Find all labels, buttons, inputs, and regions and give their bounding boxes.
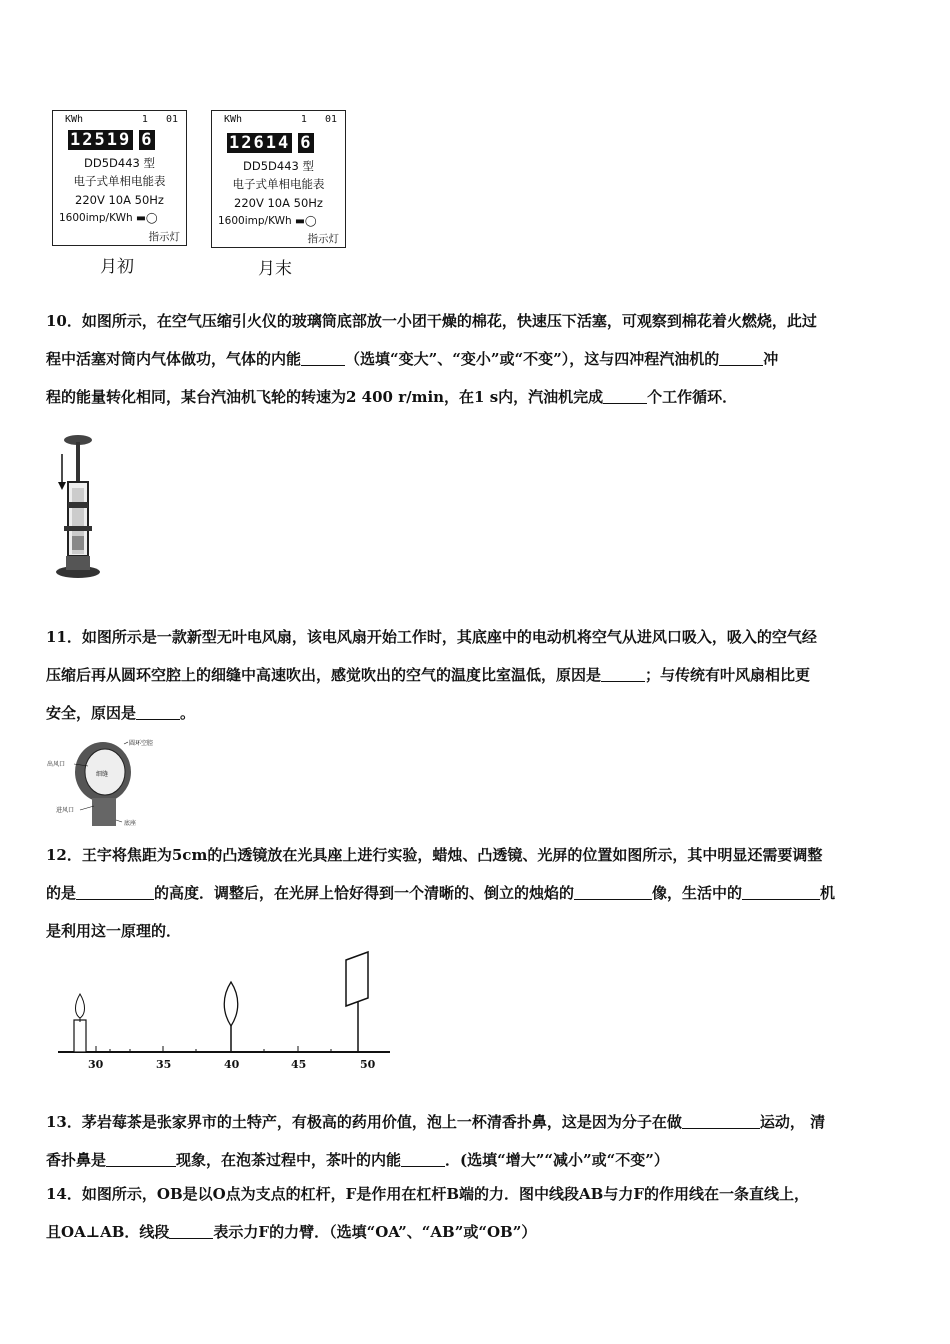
bladeless-fan-figure xyxy=(44,734,174,828)
q14-line2a: 且OA⊥AB．线段 xyxy=(46,1223,170,1241)
answer-blank xyxy=(76,884,154,900)
question-12 xyxy=(46,836,906,950)
q14-line1: 14．如图所示，OB是以O点为支点的杠杆，F是作用在杠杆B端的力．图中线段AB与力F的作用线在一条直线上， xyxy=(46,1185,809,1203)
label-inlet: 进风口 xyxy=(56,807,75,814)
q13-line1b: 运动， 清 xyxy=(759,1113,826,1131)
answer-blank xyxy=(301,350,345,366)
q11-line3a: 安全，原因是 xyxy=(46,704,137,722)
answer-blank xyxy=(401,1151,445,1167)
label-outlet: 出风口 xyxy=(47,761,66,768)
meter-unit: KWh xyxy=(65,114,84,125)
answer-blank xyxy=(106,1151,176,1167)
answer-blank xyxy=(574,884,652,900)
answer-blank xyxy=(601,666,645,682)
answer-blank xyxy=(742,884,820,900)
answer-blank xyxy=(169,1223,213,1239)
tick-label: 40 xyxy=(224,1058,240,1071)
q10-line3a: 程的能量转化相同，某台汽油机飞轮的转速为2 400 r/min，在1 s内，汽油机完成 xyxy=(46,388,604,406)
q11-line3b: 。 xyxy=(180,704,196,722)
q12-line3: 是利用这一原理的． xyxy=(46,922,182,940)
answer-blank xyxy=(719,350,763,366)
meter-imp: 1600imp/KWh xyxy=(59,212,133,224)
air-compression-igniter-figure xyxy=(50,432,106,584)
meter-indicator-label: 指示灯 xyxy=(148,231,180,243)
q12-line2d: 机 xyxy=(820,884,836,902)
meter-last-digit: 6 xyxy=(141,130,154,150)
q13-line2c: ．(选填“增大”“减小”或“不变”） xyxy=(445,1151,669,1169)
q11-line2b: ；与传统有叶风扇相比更 xyxy=(645,666,811,684)
question-13 xyxy=(46,1103,906,1179)
indicator-lamp-icon: ▬◯ xyxy=(294,215,317,227)
answer-blank xyxy=(603,388,647,404)
indicator-lamp-icon: ▬◯ xyxy=(135,212,158,224)
meter-start-month xyxy=(52,110,187,246)
meter-name: 电子式单相电能表 xyxy=(73,174,166,188)
tick-label: 35 xyxy=(156,1058,172,1071)
meter-imp: 1600imp/KWh xyxy=(218,215,292,227)
q11-line2a: 压缩后再从圆环空腔上的细缝中高速吹出，感觉吹出的空气的温度比室温低，原因是 xyxy=(46,666,602,684)
q12-line2b: 的高度．调整后，在光屏上恰好得到一个清晰的、倒立的烛焰的 xyxy=(154,884,575,902)
q10-line3b: 个工作循环． xyxy=(647,388,738,406)
q13-line2a: 香扑鼻是 xyxy=(46,1151,107,1169)
label-ring-cavity: 圆环空腔 xyxy=(129,740,154,747)
meter-model: DD5D443 型 xyxy=(243,159,314,173)
meter-name: 电子式单相电能表 xyxy=(232,177,325,191)
q12-line1: 12．王宇将焦距为5cm的凸透镜放在光具座上进行实验，蜡烛、凸透镜、光屏的位置如图所示，其中明显还需要调整 xyxy=(46,846,823,864)
tick-label: 45 xyxy=(291,1058,307,1071)
q10-line2b: （选填“变大”、“变小”或“不变”），这与四冲程汽油机的 xyxy=(345,350,720,368)
label-slit: 细缝 xyxy=(96,771,109,778)
meter-model: DD5D443 型 xyxy=(84,156,155,170)
answer-blank xyxy=(682,1113,760,1129)
meter-digits: 12519 xyxy=(70,130,132,150)
q14-line2b: 表示力F的力臂．（选填“OA”、“AB”或“OB”） xyxy=(213,1223,537,1241)
caption-end-month: 月末 xyxy=(258,259,292,279)
q12-line2a: 的是 xyxy=(46,884,77,902)
q12-line2c: 像，生活中的 xyxy=(652,884,743,902)
question-11 xyxy=(46,618,906,732)
question-14 xyxy=(46,1175,906,1251)
q13-line2b: 现象，在泡茶过程中，茶叶的内能 xyxy=(176,1151,402,1169)
meter-rating: 220V 10A 50Hz xyxy=(234,196,323,210)
meter-unit: KWh xyxy=(224,114,243,125)
caption-start-month: 月初 xyxy=(100,257,134,277)
meter-digits: 12614 xyxy=(229,133,291,153)
tick-label: 30 xyxy=(88,1058,104,1071)
label-base: 底座 xyxy=(124,820,137,827)
meter-indicator-label: 指示灯 xyxy=(307,233,339,245)
q10-line2c: 冲 xyxy=(763,350,779,368)
optical-bench-figure xyxy=(50,948,400,1080)
meter-top-2: 01 xyxy=(165,114,178,125)
answer-blank xyxy=(136,704,180,720)
q10-line1: 10．如图所示，在空气压缩引火仪的玻璃筒底部放一小团干燥的棉花，快速压下活塞，可观察到棉花着火燃烧，此过 xyxy=(46,312,817,330)
meter-end-month xyxy=(211,110,346,248)
meter-rating: 220V 10A 50Hz xyxy=(75,193,164,207)
meter-last-digit: 6 xyxy=(300,133,313,153)
meter-top-2: 01 xyxy=(324,114,337,125)
question-10 xyxy=(46,302,906,416)
q13-line1a: 13．茅岩莓茶是张家界市的土特产，有极高的药用价值，泡上一杯清香扑鼻，这是因为分子在做 xyxy=(46,1113,682,1131)
q10-line2a: 程中活塞对筒内气体做功，气体的内能 xyxy=(46,350,302,368)
tick-label: 50 xyxy=(360,1058,376,1071)
q11-line1: 11．如图所示是一款新型无叶电风扇，该电风扇开始工作时，其底座中的电动机将空气从进风口吸入，吸入的空气经 xyxy=(46,628,817,646)
meter-top-1: 1 xyxy=(141,114,148,125)
meter-top-1: 1 xyxy=(300,114,307,125)
